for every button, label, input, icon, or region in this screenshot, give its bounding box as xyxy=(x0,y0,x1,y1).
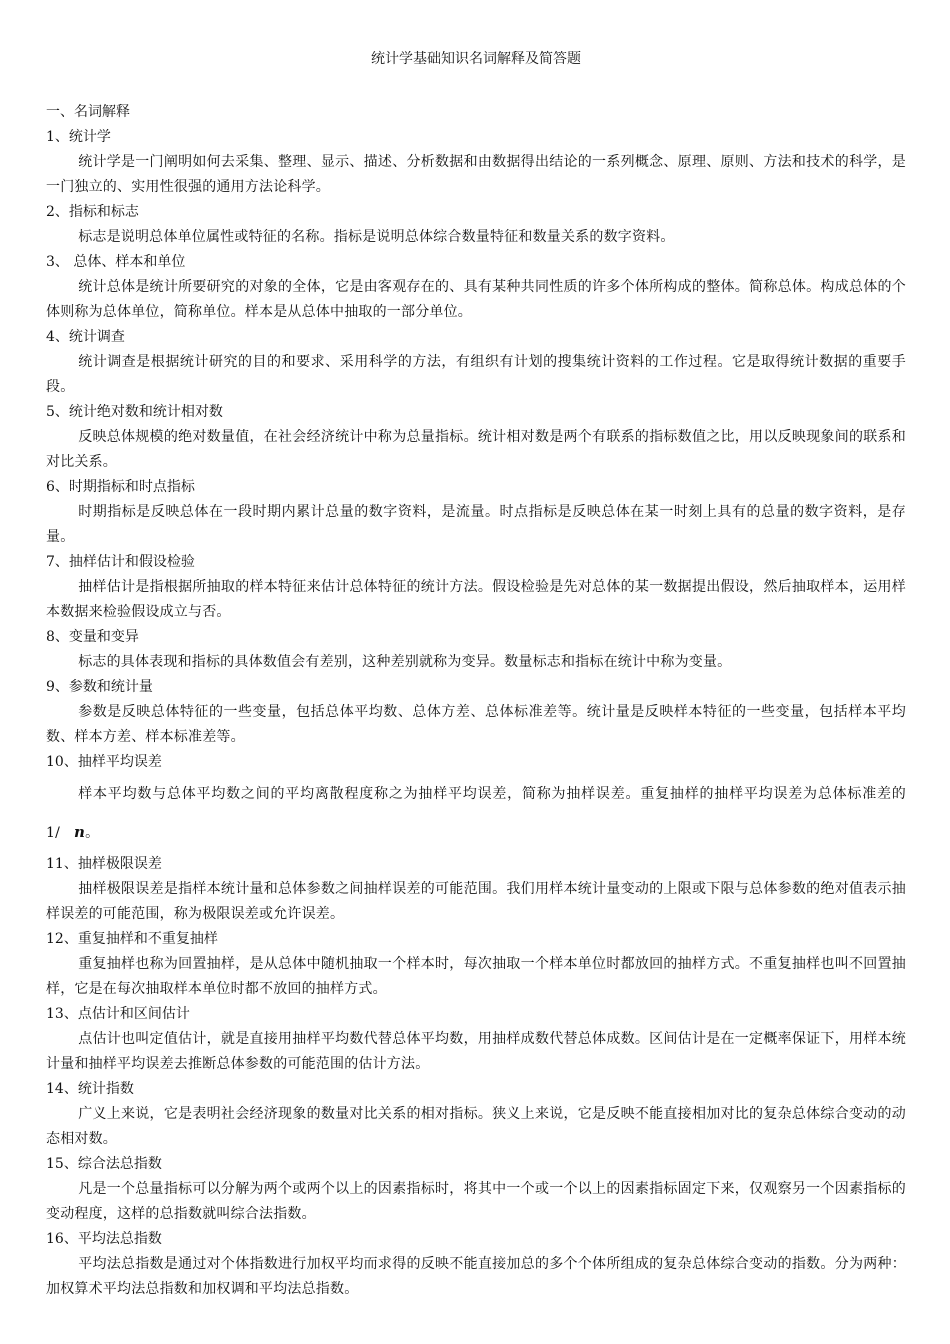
term-item xyxy=(46,1152,906,1227)
term-definition: 重复抽样也称为回置抽样，是从总体中随机抽取一个样本时，每次抽取一个样本单位时都放回的抽样方式。不重复抽样也叫不回置抽样，它是在每次抽取样本单位时都不放回的抽样方式。 xyxy=(46,956,906,997)
term-heading: 1、统计学 xyxy=(46,129,111,145)
document-page xyxy=(46,46,906,1302)
formula-symbol: n xyxy=(74,823,86,841)
term-heading: 5、统计绝对数和统计相对数 xyxy=(46,404,223,420)
term-item xyxy=(46,250,906,325)
term-definition: 统计调查是根据统计研究的目的和要求、采用科学的方法，有组织有计划的搜集统计资料的工作过程。它是取得统计数据的重要手段。 xyxy=(46,354,906,395)
term-definition: 标志的具体表现和指标的具体数值会有差别，这种差别就称为变异。数量标志和指标在统计中称为变量。 xyxy=(78,654,732,670)
term-item xyxy=(46,750,906,852)
term-heading: 3、 总体、样本和单位 xyxy=(46,254,186,270)
term-heading: 6、时期指标和时点指标 xyxy=(46,479,195,495)
term-definition: 点估计也叫定值估计，就是直接用抽样平均数代替总体平均数，用抽样成数代替总体成数。区间估计是在一定概率保证下，用样本统计量和抽样平均误差去推断总体参数的可能范围的估计方法。 xyxy=(46,1031,906,1072)
term-definition: 反映总体规模的绝对数量值，在社会经济统计中称为总量指标。统计相对数是两个有联系的指标数值之比，用以反映现象间的联系和对比关系。 xyxy=(46,429,906,470)
term-heading: 7、抽样估计和假设检验 xyxy=(46,554,195,570)
term-definition: 统计学是一门阐明如何去采集、整理、显示、描述、分析数据和由数据得出结论的一系列概念、原理、原则、方法和技术的科学，是一门独立的、实用性很强的通用方法论科学。 xyxy=(46,154,906,195)
term-definition: 抽样估计是指根据所抽取的样本特征来估计总体特征的统计方法。假设检验是先对总体的某一数据提出假设，然后抽取样本，运用样本数据来检验假设成立与否。 xyxy=(46,579,906,620)
term-item xyxy=(46,125,906,200)
term-item xyxy=(46,550,906,625)
term-heading: 15、综合法总指数 xyxy=(46,1156,162,1172)
term-definition: 抽样极限误差是指样本统计量和总体参数之间抽样误差的可能范围。我们用样本统计量变动的上限或下限与总体参数的绝对值表示抽样误差的可能范围，称为极限误差或允许误差。 xyxy=(46,881,906,922)
term-definition: 参数是反映总体特征的一些变量，包括总体平均数、总体方差、总体标准差等。统计量是反映样本特征的一些变量，包括样本平均数、样本方差、样本标准差等。 xyxy=(46,704,906,745)
term-item xyxy=(46,325,906,400)
term-item xyxy=(46,852,906,927)
term-definition: 平均法总指数是通过对个体指数进行加权平均而求得的反映不能直接加总的多个个体所组成的复杂总体综合变动的指数。分为两种：加权算术平均法总指数和加权调和平均法总指数。 xyxy=(46,1256,906,1297)
term-item xyxy=(46,200,906,250)
term-item xyxy=(46,400,906,475)
term-definition: 凡是一个总量指标可以分解为两个或两个以上的因素指标时，将其中一个或一个以上的因素指标固定下来，仅观察另一个因素指标的变动程度，这样的总指数就叫综合法指数。 xyxy=(46,1181,906,1222)
term-definition-text: 样本平均数与总体平均数之间的平均离散程度称之为抽样平均误差，简称为抽样误差。重复抽样的抽样平均误差为总体标准差的 1/ xyxy=(46,786,906,841)
term-heading: 4、统计调查 xyxy=(46,329,125,345)
term-heading: 16、平均法总指数 xyxy=(46,1231,162,1247)
terms-list xyxy=(46,125,906,1302)
section-heading: 一、名词解释 xyxy=(46,104,130,120)
term-definition: 时期指标是反映总体在一段时期内累计总量的数字资料，是流量。时点指标是反映总体在某一时刻上具有的总量的数字资料，是存量。 xyxy=(46,504,906,545)
term-definition: 标志是说明总体单位属性或特征的名称。指标是说明总体综合数量特征和数量关系的数字资料。 xyxy=(78,229,675,245)
term-heading: 13、点估计和区间估计 xyxy=(46,1006,190,1022)
term-item xyxy=(46,1227,906,1302)
term-heading: 10、抽样平均误差 xyxy=(46,754,162,770)
term-heading: 12、重复抽样和不重复抽样 xyxy=(46,931,218,947)
term-item xyxy=(46,475,906,550)
term-item xyxy=(46,1077,906,1152)
term-item xyxy=(46,625,906,675)
term-heading: 9、参数和统计量 xyxy=(46,679,153,695)
document-title: 统计学基础知识名词解释及简答题 xyxy=(371,51,581,67)
term-heading: 2、指标和标志 xyxy=(46,204,139,220)
term-heading: 11、抽样极限误差 xyxy=(46,856,162,872)
formula-suffix: 。 xyxy=(85,825,100,841)
term-heading: 14、统计指数 xyxy=(46,1081,134,1097)
term-item xyxy=(46,927,906,1002)
term-definition xyxy=(46,775,906,852)
term-definition: 统计总体是统计所要研究的对象的全体，它是由客观存在的、具有某种共同性质的许多个体所构成的整体。简称总体。构成总体的个体则称为总体单位，简称单位。样本是从总体中抽取的一部分单位。 xyxy=(46,279,906,320)
term-heading: 8、变量和变异 xyxy=(46,629,139,645)
term-item xyxy=(46,675,906,750)
term-item xyxy=(46,1002,906,1077)
term-definition: 广义上来说，它是表明社会经济现象的数量对比关系的相对指标。狭义上来说，它是反映不能直接相加对比的复杂总体综合变动的动态相对数。 xyxy=(46,1106,906,1147)
